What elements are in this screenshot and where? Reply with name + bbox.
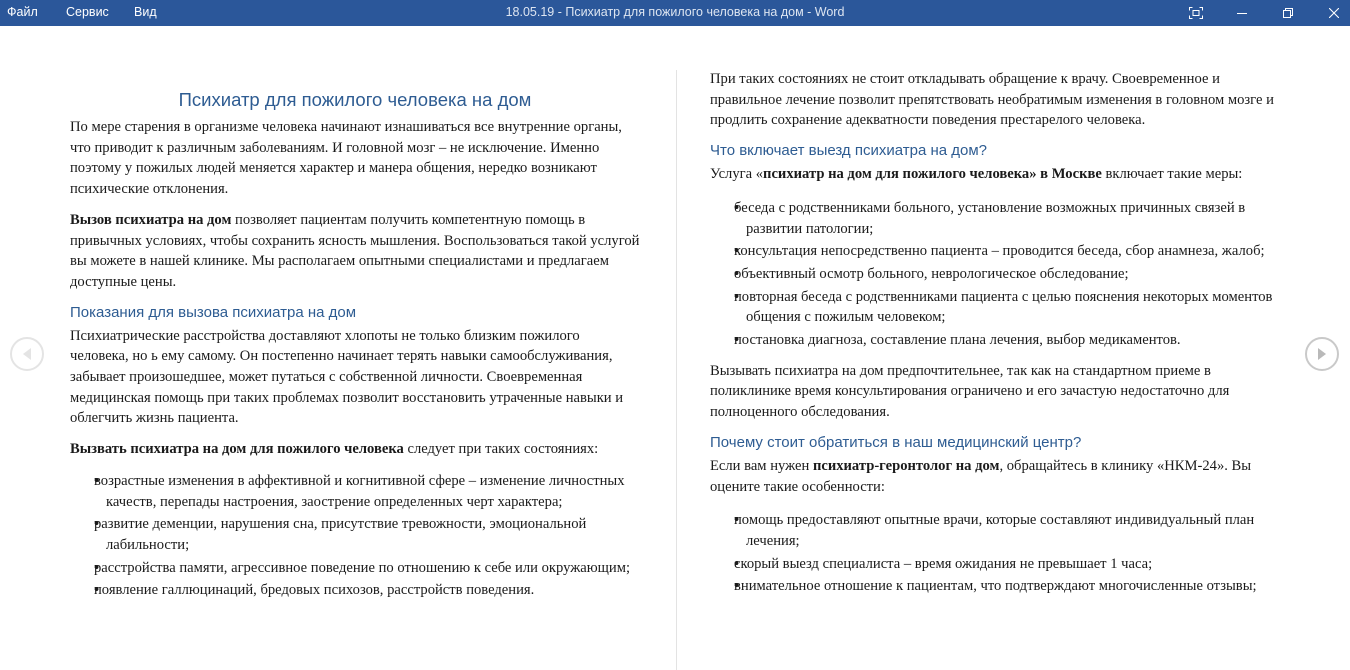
conditions-paragraph bbox=[70, 439, 640, 460]
right-page bbox=[710, 69, 1280, 670]
list-item: • внимательное отношение к пациентам, что подтверждают многочисленные отзывы; bbox=[710, 576, 1280, 597]
call-paragraph-text: позволяет пациентам получить компетентную помощь в привычных условиях, чтобы сохранить ясность мышления. Воспользоваться такой услугой вы можете в нашей клинике. Мы располагаем опытными специалистами и предлагаем доступные цены. bbox=[70, 211, 640, 290]
column-divider bbox=[676, 70, 677, 670]
next-page-icon bbox=[1316, 347, 1328, 361]
document-title: Психиатр для пожилого человека на дом bbox=[178, 89, 532, 110]
features-list bbox=[710, 510, 1280, 597]
call-paragraph bbox=[70, 210, 640, 293]
list-item: • консультация непосредственно пациента – проводится беседа, сбор анамнеза, жалоб; bbox=[710, 241, 1280, 262]
menu-tools[interactable]: Сервис bbox=[66, 5, 109, 19]
list-item: • развитие деменции, нарушения сна, присутствие тревожности, эмоциональной лабильности; bbox=[70, 514, 640, 555]
minimize-icon bbox=[1237, 8, 1247, 18]
menu-file[interactable]: Файл bbox=[7, 5, 38, 19]
list-item: • возрастные изменения в аффективной и когнитивной сфере – изменение личностных качеств, перепады настроения, заострение определенных черт характера; bbox=[70, 471, 640, 512]
title-bar bbox=[0, 0, 1350, 26]
menu-view[interactable]: Вид bbox=[134, 5, 157, 19]
conditions-paragraph-bold: Вызвать психиатра на дом для пожилого человека bbox=[70, 441, 404, 458]
why-us-heading: Почему стоит обратиться в наш медицинский центр? bbox=[710, 433, 1082, 451]
list-item: • объективный осмотр больного, неврологическое обследование; bbox=[710, 264, 1280, 285]
list-item: • помощь предоставляют опытные врачи, которые составляют индивидуальный план лечения; bbox=[710, 510, 1280, 551]
clinic-paragraph-prefix: Если вам нужен bbox=[710, 457, 813, 474]
service-paragraph-bold: психиатр на дом для пожилого человека» в Москве bbox=[763, 166, 1102, 183]
service-paragraph-text: включает такие меры: bbox=[1101, 166, 1243, 183]
list-item: • беседа с родственниками больного, установление возможных причинных связей в развитии патологии; bbox=[710, 198, 1280, 239]
service-paragraph bbox=[710, 164, 1280, 185]
close-icon bbox=[1329, 8, 1339, 18]
list-item: • появление галлюцинаций, бредовых психозов, расстройств поведения. bbox=[70, 580, 640, 601]
minimize-button[interactable] bbox=[1219, 0, 1265, 26]
list-item: • повторная беседа с родственниками пациента с целью пояснения некоторых моментов общения с пожилым человеком; bbox=[710, 287, 1280, 328]
list-item: • скорый выезд специалиста – время ожидания не превышает 1 часа; bbox=[710, 554, 1280, 575]
next-page-button[interactable] bbox=[1305, 337, 1339, 371]
window-title: 18.05.19 - Психиатр для пожилого человека на дом - Word bbox=[505, 5, 845, 19]
previous-page-button[interactable] bbox=[10, 337, 44, 371]
restore-button[interactable] bbox=[1265, 0, 1311, 26]
call-paragraph-bold: Вызов психиатра на дом bbox=[70, 211, 232, 228]
preference-paragraph: Вызывать психиатра на дом предпочтительнее, так как на стандартном приеме в поликлинике время консультирования ограничено и его зачастую недостаточно для полноценного обследования. bbox=[710, 362, 1230, 421]
clinic-paragraph-text: , обращайтесь в клинику «НКМ-24». Вы оцените такие особенности: bbox=[710, 457, 1252, 495]
visit-heading: Что включает выезд психиатра на дом? bbox=[710, 142, 988, 160]
left-page bbox=[70, 87, 640, 670]
list-item: • расстройства памяти, агрессивное поведение по отношению к себе или окружающим; bbox=[70, 558, 640, 579]
clinic-paragraph-bold: психиатр-геронтолог на дом bbox=[812, 457, 1000, 474]
close-button[interactable] bbox=[1311, 0, 1350, 26]
conditions-list bbox=[70, 471, 640, 601]
disorders-paragraph: Психиатрические расстройства доставляют хлопоты не только близким пожилого человека, но ь ему самому. Он постепенно начинает терять навыки самообслуживания, забывает произошедшее, может путаться с собственной личности. Своевременная медицинская помощь при таких проблемах позволит восстановить утраченные навыки и облегчить жизнь пациента. bbox=[70, 327, 624, 427]
restore-icon bbox=[1283, 8, 1293, 18]
focus-mode-icon bbox=[1189, 7, 1203, 19]
conditions-paragraph-text: следует при таких состояниях: bbox=[403, 441, 599, 458]
treatment-paragraph: При таких состояниях не стоит откладывать обращение к врачу. Своевременное и правильное лечение позволит препятствовать необратимым изменения в головном мозге и продлить сохранение адекватности поведения престарелого человека. bbox=[710, 71, 1274, 129]
list-item: • постановка диагноза, составление плана лечения, выбор медикаментов. bbox=[710, 330, 1280, 351]
intro-paragraph: По мере старения в организме человека начинают изнашиваться все внутренние органы, что приводит к различным заболеваниям. И головной мозг – не исключение. Именно поэтому у пожилых людей меняется характер и манера общения, нередко возникают психические отклонения. bbox=[70, 119, 622, 198]
previous-page-icon bbox=[21, 347, 33, 361]
focus-mode-button[interactable] bbox=[1173, 0, 1219, 26]
clinic-paragraph bbox=[710, 456, 1280, 497]
indications-heading: Показания для вызова психиатра на дом bbox=[70, 303, 357, 321]
measures-list bbox=[710, 198, 1280, 351]
service-paragraph-prefix: Услуга « bbox=[710, 166, 764, 183]
